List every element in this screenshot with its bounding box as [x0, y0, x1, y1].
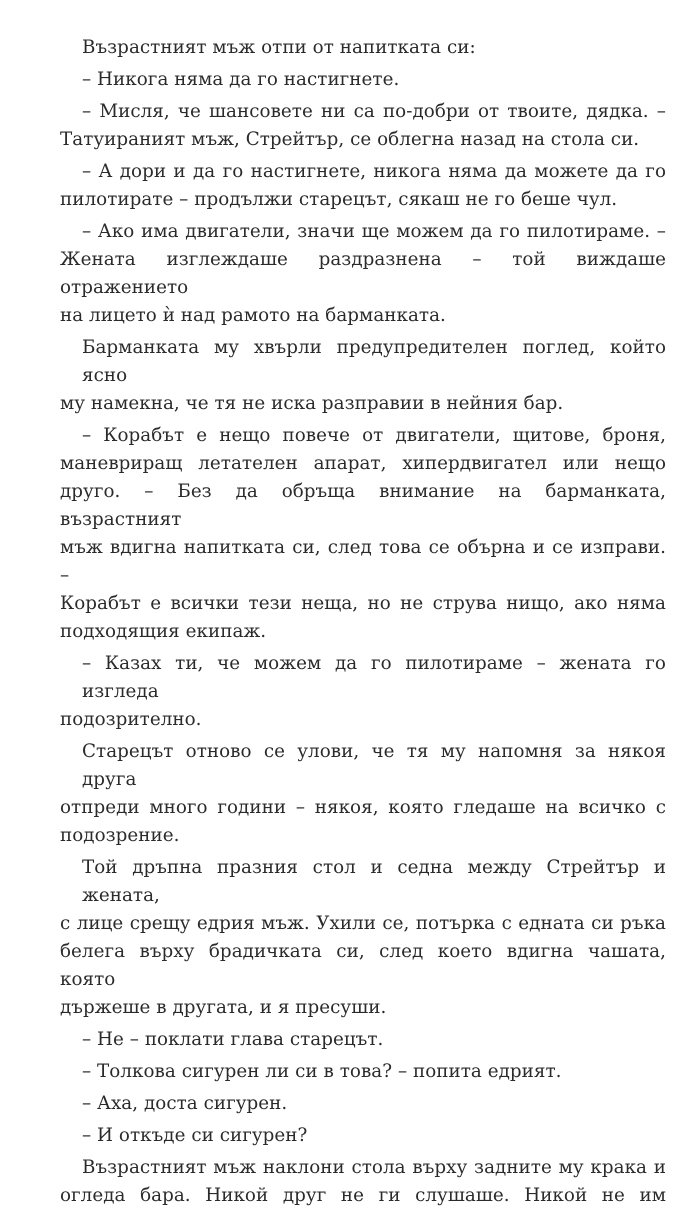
text-line: Жената изглеждаше раздразнена – той виждаше отражението: [60, 249, 666, 298]
text-line: – Аха, доста сигурен.: [82, 1093, 288, 1114]
text-line: с лице срещу едрия мъж. Ухили се, потърка с едната си ръка: [60, 913, 666, 934]
paragraph: [60, 34, 666, 62]
paragraph: [60, 854, 666, 1022]
body-text: [60, 34, 666, 1214]
text-line: – Мисля, че шансовете ни са по-добри от твоите, дядка. –: [82, 101, 666, 122]
text-line: друго. – Без да обръща внимание на барманката, възрастният: [60, 481, 666, 530]
paragraph: [60, 98, 666, 154]
paragraph: [60, 1122, 666, 1150]
text-line: огледа бара. Никой друг не ги слушаше. Никой не им: [60, 1185, 666, 1206]
text-line: – И откъде си сигурен?: [82, 1125, 308, 1146]
text-line: – Казах ти, че можем да го пилотираме – жената го изгледа: [82, 653, 666, 702]
text-line: белега върху брадичката си, след което вдигна чашата, която: [60, 941, 666, 990]
text-line: Корабът е всички тези неща, но не струва нищо, ако няма: [60, 593, 666, 614]
text-line: подозрително.: [60, 709, 202, 730]
text-line: държеше в другата, и я пресуши.: [60, 997, 387, 1018]
text-line: Старецът отново се улови, че тя му напомня за някоя друга: [82, 741, 666, 790]
text-line: Татуираният мъж, Стрейтър, се облегна назад на стола си.: [60, 129, 640, 150]
paragraph: [60, 738, 666, 850]
text-line: Възрастният мъж наклони стола върху задните му крака и: [82, 1157, 666, 1178]
text-line: Той дръпна празния стол и седна между Стрейтър и жената,: [82, 857, 666, 906]
text-line: маневриращ летателен апарат, хипердвигател или нещо: [60, 453, 666, 474]
paragraph: [60, 1026, 666, 1054]
paragraph: [60, 1058, 666, 1086]
text-line: му намекна, че тя не иска разправии в нейния бар.: [60, 393, 564, 414]
paragraph: [60, 218, 666, 330]
text-line: пилотирате – продължи старецът, сякаш не го беше чул.: [60, 189, 618, 210]
text-line: – Корабът е нещо повече от двигатели, щитове, броня,: [82, 425, 666, 446]
paragraph: [60, 334, 666, 418]
paragraph: [60, 66, 666, 94]
paragraph: [60, 1154, 666, 1210]
text-line: мъж вдигна напитката си, след това се обърна и се изправи. –: [60, 537, 666, 586]
paragraph: [60, 422, 666, 646]
text-line: – Не – поклати глава старецът.: [82, 1029, 384, 1050]
text-line: – А дори и да го настигнете, никога няма да можете да го: [82, 161, 666, 182]
text-line: Барманката му хвърли предупредителен поглед, който ясно: [82, 337, 666, 386]
text-line: Възрастният мъж отпи от напитката си:: [82, 37, 476, 58]
paragraph: [60, 158, 666, 214]
text-line: – Ако има двигатели, значи ще можем да го пилотираме. –: [82, 221, 666, 242]
paragraph: [60, 650, 666, 734]
text-line: – Толкова сигурен ли си в това? – попита едрият.: [82, 1061, 562, 1082]
text-line: подходящия екипаж.: [60, 621, 267, 642]
text-line: отпреди много години – някоя, която гледаше на всичко с: [60, 797, 666, 818]
text-line: – Никога няма да го настигнете.: [82, 69, 400, 90]
text-line: на лицето ѝ над рамото на барманката.: [60, 305, 446, 326]
text-line: подозрение.: [60, 825, 180, 846]
paragraph: [60, 1090, 666, 1118]
